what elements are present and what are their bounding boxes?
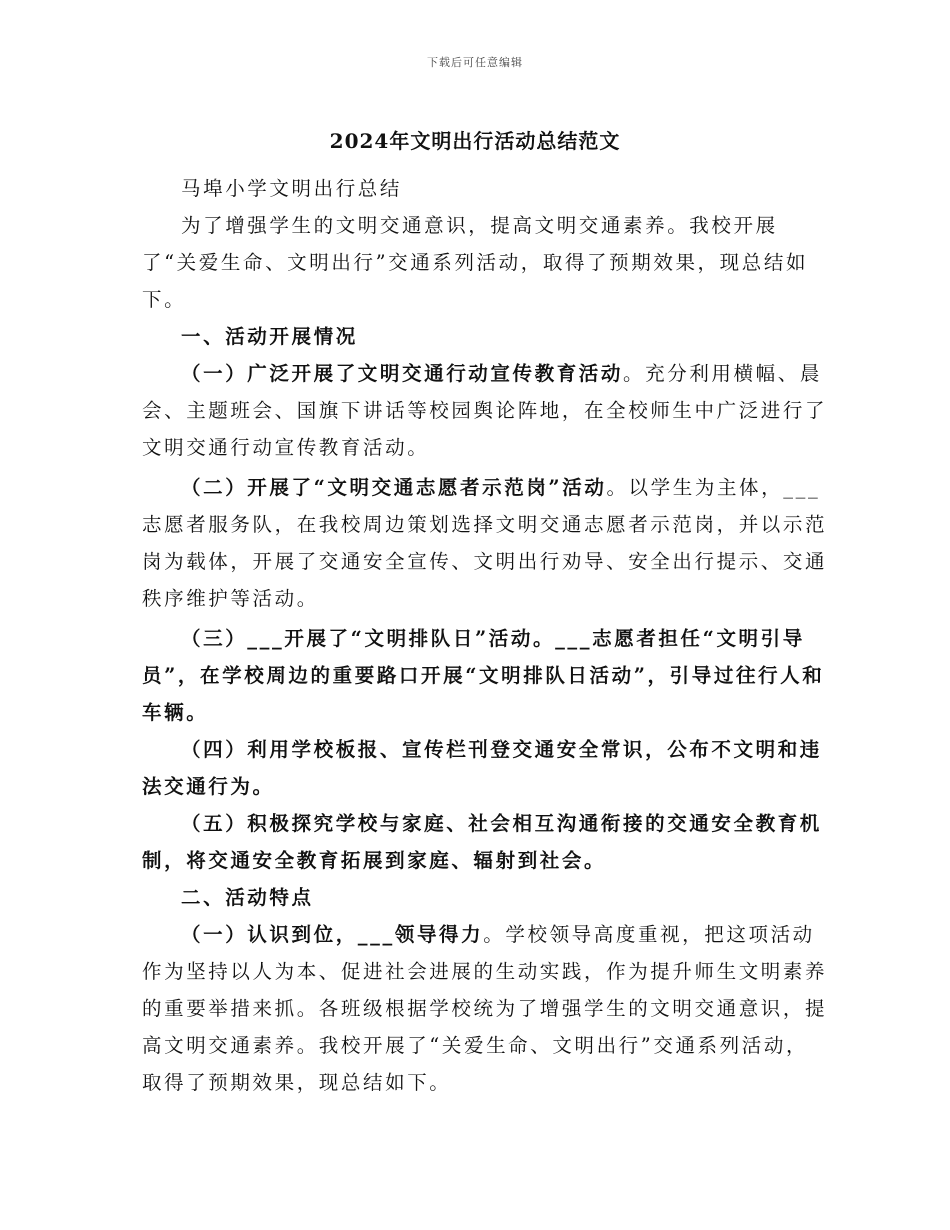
section-heading-2: 二、活动特点: [181, 886, 314, 909]
item-3-paragraph: （三）___开展了“文明排队日”活动。___志愿者担任“文明引导员”，在学校周边的重要路口开展“文明排队日活动”，引导过往行人和车辆。: [142, 627, 825, 724]
item-4-paragraph: （四）利用学校板报、宣传栏刊登交通安全常识，公布不文明和违法交通行为。: [142, 738, 822, 798]
section-heading-1: 一、活动开展情况: [181, 325, 358, 348]
header-note: 下载后可任意编辑: [427, 56, 523, 69]
feature-1-paragraph: [142, 916, 828, 1101]
school-subtitle: 马埠小学文明出行总结: [181, 177, 403, 200]
item-5-paragraph: （五）积极探究学校与家庭、社会相互沟通衔接的交通安全教育机制，将交通安全教育拓展到家庭、辐射到社会。: [142, 812, 822, 872]
document-title: 2024年文明出行活动总结范文: [329, 129, 621, 153]
item-1-text: 。充分利用横幅、晨会、主题班会、国旗下讲话等校园舆论阵地，在全校师生中广泛进行了文明交通行动宣传教育活动。: [142, 362, 828, 459]
item-2-paragraph: [142, 469, 828, 617]
item-2-lead: （二）开展了“文明交通志愿者示范岗”活动: [181, 476, 607, 499]
intro-paragraph: 为了增强学生的文明交通意识，提高文明交通素养。我校开展了“关爱生命、文明出行”交通系列活动，取得了预期效果，现总结如下。: [142, 214, 809, 311]
item-2-text: 。以学生为主体，___志愿者服务队，在我校周边策划选择文明交通志愿者示范岗，并以示范岗为载体，开展了交通安全宣传、文明出行劝导、安全出行提示、交通秩序维护等活动。: [142, 476, 828, 610]
document-body: [142, 170, 828, 1101]
item-1-paragraph: [142, 355, 828, 466]
feature-1-text: 。学校领导高度重视，把这项活动作为坚持以人为本、促进社会进展的生动实践，作为提升师生文明素养的重要举措来抓。各班级根据学校统为了增强学生的文明交通意识，提高文明交通素养。我校开展了“关爱生命、文明出行”交通系列活动，取得了预期效果，现总结如下。: [142, 923, 828, 1094]
item-1-lead: （一）广泛开展了文明交通行动宣传教育活动: [181, 362, 624, 385]
feature-1-lead: （一）认识到位，___领导得力: [181, 923, 484, 946]
